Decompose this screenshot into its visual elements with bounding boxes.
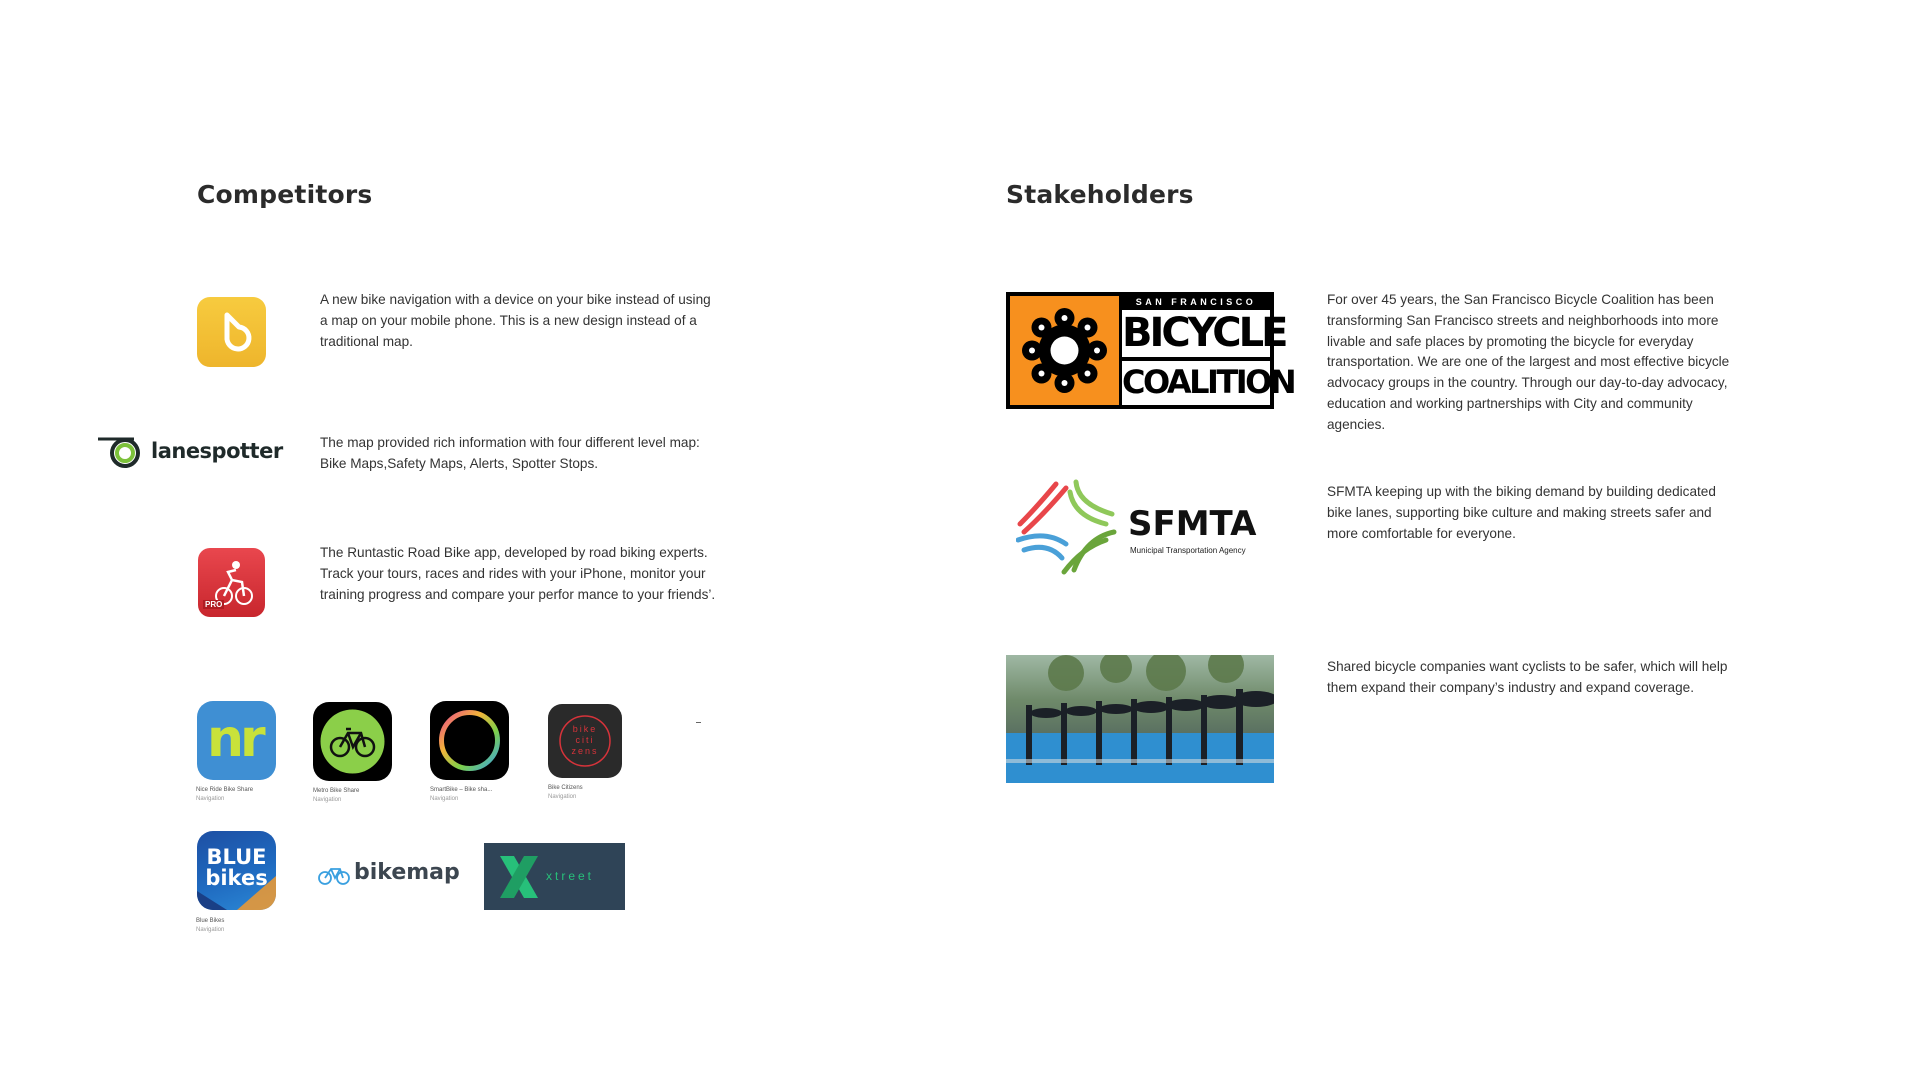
sfmta-worm-icon bbox=[1016, 478, 1120, 578]
bike-share-photo bbox=[1006, 655, 1274, 783]
dash-mark bbox=[696, 722, 701, 723]
app-sublabel: Navigation bbox=[548, 794, 577, 800]
competitor-1-description: A new bike navigation with a device on your bike instead of using a map on your mobile phone. This is a new design instead of a traditional map. bbox=[320, 292, 711, 349]
xstreet-logo: xtreet bbox=[484, 843, 625, 910]
app-sublabel: Navigation bbox=[313, 797, 342, 803]
app-label: Metro Bike Share bbox=[313, 788, 360, 794]
sf-bicycle-coalition-logo: SAN FRANCISCO BICYCLE COALITION bbox=[1006, 292, 1274, 409]
app-sublabel: Navigation bbox=[430, 796, 459, 802]
bikemap-logo: bikemap bbox=[318, 860, 458, 890]
bicycle-icon bbox=[318, 864, 350, 886]
app-label: Nice Ride Bike Share bbox=[196, 787, 254, 793]
stakeholder-3-description: Shared bicycle companies want cyclists to be safer, which will help them expand their company’s industry and expand coverage. bbox=[1327, 659, 1728, 695]
competitors-heading: Competitors bbox=[197, 180, 373, 209]
competitor-3-description: The Runtastic Road Bike app, developed by road biking experts. Track your tours, races and rides with your iPhone, monitor your training progress and compare your perfor mance to your friends’. bbox=[320, 545, 716, 602]
color-ring-icon bbox=[430, 701, 509, 780]
blue-bikes-icon: BLUE bikes bbox=[197, 831, 276, 910]
stakeholder-2-description: SFMTA keeping up with the biking demand by building dedicated bike lanes, supporting bike culture and making streets safer and more comfortable for everyone. bbox=[1327, 484, 1716, 541]
app-label: Bike Citizens bbox=[548, 785, 583, 791]
stakeholders-heading: Stakeholders bbox=[1006, 180, 1194, 209]
bike-chain-ring-icon bbox=[1010, 296, 1119, 405]
lanespotter-logo: lanespotter bbox=[96, 433, 276, 473]
app-label: SmartBike – Bike sha... bbox=[430, 787, 493, 793]
app-sublabel: Navigation bbox=[196, 927, 225, 933]
beeline-b-icon bbox=[197, 297, 266, 367]
x-mark-icon bbox=[494, 852, 544, 902]
metro-bike-icon bbox=[313, 702, 392, 781]
road-bike-cyclist-icon: PRO bbox=[198, 548, 265, 617]
sfmta-logo: SFMTA Municipal Transportation Agency bbox=[1016, 478, 1271, 578]
bike-citizens-icon: bike citi zens bbox=[548, 704, 622, 778]
stakeholder-1-description: For over 45 years, the San Francisco Bicycle Coalition has been transforming San Francisco streets and neighborhoods into more livable and safe places by promoting the bicycle for everyday transportation. We are one of the largest and most effective bicycle advocacy groups in the country. Through our day-to-day advocacy, education and working partnerships with City and community agencies. bbox=[1327, 292, 1730, 432]
smartbike-icon bbox=[430, 701, 509, 780]
app-label: Blue Bikes bbox=[196, 918, 225, 924]
competitor-2-description: The map provided rich information with four different level map: Bike Maps,Safety Maps, Alerts, Spotter Stops. bbox=[320, 435, 700, 471]
nice-ride-icon: nr bbox=[197, 701, 276, 780]
app-sublabel: Navigation bbox=[196, 796, 225, 802]
